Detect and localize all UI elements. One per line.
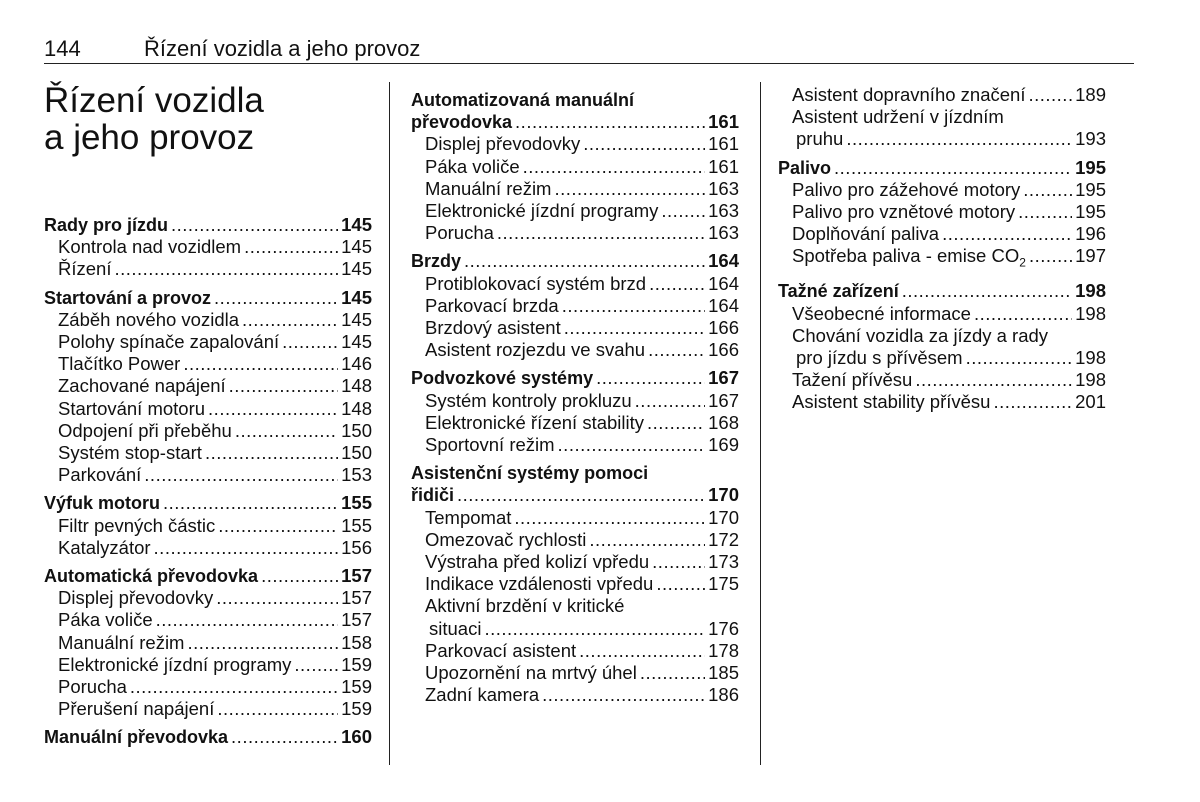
entry-title: Záběh nového vozidla — [58, 308, 240, 330]
entry-page: 198 — [1075, 302, 1106, 324]
entry-page: 175 — [708, 573, 739, 595]
entry-page: 153 — [341, 464, 372, 486]
dot-leader — [484, 618, 705, 640]
entry-page: 163 — [708, 200, 739, 222]
entry-page: 164 — [708, 294, 739, 316]
entry-page: 197 — [1075, 245, 1106, 267]
entry-title-text: Spotřeba paliva - emise CO — [792, 245, 1020, 267]
toc-entry[interactable] — [411, 684, 739, 706]
toc-entry[interactable] — [411, 295, 739, 317]
entry-page: 169 — [708, 434, 739, 456]
entry-page: 186 — [708, 684, 739, 706]
dot-leader — [656, 573, 705, 595]
entry-title: Systém kontroly prokluzu — [425, 389, 632, 411]
entry-title: Filtr pevných částic — [58, 514, 216, 536]
dot-leader — [261, 565, 338, 587]
entry-page: 168 — [708, 411, 739, 433]
toc-column-2 — [411, 89, 739, 706]
dot-leader — [218, 515, 338, 537]
toc-entry[interactable] — [44, 676, 372, 698]
entry-title: Asistent rozjezdu ve svahu — [425, 339, 646, 361]
header-divider — [44, 63, 1134, 64]
toc-entry[interactable] — [44, 375, 372, 397]
entry-page: 157 — [341, 587, 372, 609]
toc-entry[interactable] — [44, 309, 372, 331]
entry-page: 148 — [341, 397, 372, 419]
toc-entry[interactable] — [411, 573, 739, 595]
entry-title: Brzdy — [411, 251, 462, 272]
dot-leader — [1023, 179, 1072, 201]
entry-page: 195 — [1075, 201, 1106, 223]
dot-leader — [974, 303, 1072, 325]
entry-title: situaci — [429, 617, 482, 639]
running-title: Řízení vozidla a jeho provoz — [144, 36, 421, 61]
entry-page: 145 — [341, 286, 372, 308]
dot-leader — [542, 684, 705, 706]
entry-page: 167 — [708, 367, 739, 389]
toc-section-entry[interactable] — [44, 565, 372, 587]
dot-leader — [579, 640, 705, 662]
entry-title: Displej převodovky — [425, 133, 581, 155]
dot-leader — [244, 236, 338, 258]
entry-page: 170 — [708, 506, 739, 528]
entry-page: 160 — [341, 726, 372, 748]
entry-page: 195 — [1075, 156, 1106, 178]
chapter-title — [44, 82, 374, 156]
toc-section-title-line[interactable]: Automatizovaná manuální — [411, 90, 635, 110]
entry-page: 166 — [708, 317, 739, 339]
toc-entry[interactable] — [778, 179, 1106, 201]
toc-entry[interactable] — [778, 128, 1106, 150]
entry-title: Startování motoru — [58, 397, 206, 419]
entry-title: Asistent dopravního značení — [792, 84, 1026, 105]
dot-leader — [562, 295, 705, 317]
entry-page: 198 — [1075, 346, 1106, 368]
entry-title: Přerušení napájení — [58, 698, 215, 720]
toc-section-entry[interactable] — [411, 367, 739, 389]
dot-leader — [187, 632, 338, 654]
entry-title: Elektronické jízdní programy — [425, 200, 659, 222]
entry-page: 145 — [341, 308, 372, 330]
toc-section-entry[interactable] — [778, 157, 1106, 179]
entry-page: 148 — [341, 375, 372, 397]
dot-leader — [1028, 84, 1072, 106]
entry-page: 159 — [341, 698, 372, 720]
toc-entry[interactable] — [44, 654, 372, 676]
entry-title: Polohy spínače zapalování — [58, 331, 280, 353]
toc-entry[interactable] — [411, 156, 739, 178]
entry-title: Tempomat — [425, 506, 512, 528]
dot-leader — [846, 128, 1072, 150]
entry-title: Palivo — [778, 157, 832, 178]
entry-title: pruhu — [796, 128, 844, 150]
toc-entry[interactable] — [778, 347, 1106, 369]
dot-leader — [231, 726, 338, 748]
dot-leader — [1029, 245, 1072, 267]
entry-page: 159 — [341, 653, 372, 675]
page-number: 144 — [44, 36, 81, 61]
toc-entry[interactable] — [411, 618, 739, 640]
entry-title: Protiblokovací systém brzd — [425, 272, 647, 294]
entry-title: Asistent stability přívěsu — [792, 391, 991, 413]
entry-page: 195 — [1075, 178, 1106, 200]
dot-leader — [648, 339, 705, 361]
entry-page: 163 — [708, 222, 739, 244]
dot-leader — [652, 551, 705, 573]
dot-leader — [647, 412, 705, 434]
entry-page: 145 — [341, 214, 372, 235]
dot-leader — [235, 420, 338, 442]
dot-leader — [130, 676, 338, 698]
entry-page: 196 — [1075, 223, 1106, 245]
entry-page: 161 — [708, 111, 739, 133]
entry-page: 170 — [708, 484, 739, 506]
entry-title — [792, 245, 1026, 274]
toc-column-1 — [44, 214, 372, 749]
toc-entry[interactable] — [411, 640, 739, 662]
entry-title: Tlačítko Power — [58, 353, 181, 375]
entry-page: 164 — [708, 272, 739, 294]
dot-leader — [514, 507, 705, 529]
dot-leader — [640, 662, 705, 684]
dot-leader — [294, 654, 338, 676]
entry-title: Odpojení při přeběhu — [58, 419, 232, 441]
entry-title: Manuální režim — [58, 631, 185, 653]
entry-title: pro jízdu s přívěsem — [796, 346, 963, 368]
entry-page: 176 — [708, 617, 739, 639]
toc-entry[interactable] — [411, 551, 739, 573]
toc-entry[interactable] — [778, 223, 1106, 245]
entry-page: 163 — [708, 177, 739, 199]
toc-entry[interactable] — [778, 84, 1106, 106]
dot-leader — [217, 698, 338, 720]
toc-entry[interactable] — [411, 273, 739, 295]
toc-entry[interactable] — [44, 537, 372, 559]
dot-leader — [464, 250, 705, 272]
toc-entry[interactable] — [44, 420, 372, 442]
entry-page: 172 — [708, 528, 739, 550]
entry-title: Rady pro jízdu — [44, 215, 169, 235]
entry-title: Omezovač rychlosti — [425, 528, 587, 550]
entry-title: Palivo pro zážehové motory — [792, 178, 1021, 200]
entry-page: 161 — [708, 155, 739, 177]
toc-section-entry[interactable] — [411, 250, 739, 272]
toc-entry[interactable] — [44, 236, 372, 258]
dot-leader — [171, 214, 338, 236]
toc-entry[interactable] — [411, 200, 739, 222]
entry-page: 145 — [341, 331, 372, 353]
dot-leader — [1018, 201, 1072, 223]
entry-title: Porucha — [58, 676, 127, 698]
toc-entry[interactable] — [778, 303, 1106, 325]
entry-title: Porucha — [425, 222, 494, 244]
entry-page: 145 — [341, 236, 372, 258]
toc-entry[interactable] — [411, 507, 739, 529]
dot-leader — [966, 347, 1073, 369]
dot-leader — [902, 280, 1072, 302]
entry-title: Elektronické řízení stability — [425, 411, 645, 433]
entry-page: 201 — [1075, 391, 1106, 413]
entry-page: 157 — [341, 565, 372, 587]
toc-section-entry[interactable] — [44, 214, 372, 236]
entry-title: Tažení přívěsu — [792, 369, 913, 391]
dot-leader — [144, 464, 338, 486]
entry-title: Zadní kamera — [425, 684, 540, 706]
toc-entry[interactable] — [44, 464, 372, 486]
dot-leader — [942, 223, 1072, 245]
entry-page: 164 — [708, 250, 739, 272]
dot-leader — [635, 390, 705, 412]
entry-title-subscript: 2 — [1019, 256, 1026, 271]
toc-entry[interactable] — [411, 529, 739, 551]
toc-entry-title-line[interactable]: Asistent udržení v jízdním — [792, 106, 1004, 128]
entry-page: 198 — [1075, 369, 1106, 391]
entry-page: 159 — [341, 676, 372, 698]
toc-entry[interactable] — [44, 398, 372, 420]
toc-entry[interactable] — [411, 390, 739, 412]
toc-entry[interactable] — [411, 317, 739, 339]
entry-title: Doplňování paliva — [792, 223, 940, 245]
toc-entry[interactable] — [411, 178, 739, 200]
toc-entry[interactable] — [411, 339, 739, 361]
dot-leader — [583, 133, 705, 155]
entry-title: Palivo pro vznětové motory — [792, 201, 1016, 223]
entry-title: Parkování — [58, 464, 142, 486]
toc-entry[interactable] — [44, 353, 372, 375]
dot-leader — [216, 587, 338, 609]
entry-title: Výfuk motoru — [44, 493, 161, 514]
dot-leader — [208, 398, 338, 420]
entry-page: 173 — [708, 551, 739, 573]
entry-page: 150 — [341, 442, 372, 464]
toc-entry[interactable] — [44, 632, 372, 654]
toc-entry[interactable] — [44, 442, 372, 464]
toc-entry[interactable] — [411, 412, 739, 434]
toc-entry[interactable] — [411, 222, 739, 244]
toc-entry[interactable] — [411, 434, 739, 456]
toc-entry[interactable] — [411, 662, 739, 684]
dot-leader — [154, 537, 339, 559]
entry-page: 178 — [708, 639, 739, 661]
entry-title: Brzdový asistent — [425, 317, 561, 339]
column-divider — [760, 82, 761, 765]
dot-leader — [834, 157, 1072, 179]
entry-page: 150 — [341, 419, 372, 441]
entry-page: 146 — [341, 353, 372, 375]
dot-leader — [589, 529, 705, 551]
entry-title: Elektronické jízdní programy — [58, 653, 292, 675]
entry-title: Manuální převodovka — [44, 727, 229, 748]
toc-entry[interactable] — [778, 369, 1106, 391]
toc-entry[interactable] — [411, 133, 739, 155]
entry-title: Kontrola nad vozidlem — [58, 236, 242, 258]
dot-leader — [214, 287, 338, 309]
entry-title: řidiči — [411, 485, 455, 506]
entry-title: Páka voliče — [425, 155, 520, 177]
dot-leader — [156, 609, 339, 631]
entry-title: Parkovací brzda — [425, 294, 559, 316]
toc-section-entry[interactable] — [44, 726, 372, 748]
entry-title: Manuální režim — [425, 177, 552, 199]
toc-entry-title-line[interactable]: Chování vozidla za jízdy a rady — [792, 324, 1049, 346]
entry-page: 189 — [1075, 84, 1106, 105]
dot-leader — [554, 178, 705, 200]
dot-leader — [282, 331, 338, 353]
toc-entry[interactable] — [44, 587, 372, 609]
entry-page: 193 — [1075, 128, 1106, 150]
toc-entry[interactable] — [44, 698, 372, 720]
entry-title: Zachované napájení — [58, 375, 226, 397]
dot-leader — [558, 434, 706, 456]
entry-page: 198 — [1075, 280, 1106, 302]
toc-entry-title-line[interactable]: Aktivní brzdění v kritické — [425, 595, 625, 617]
toc-section-entry[interactable] — [778, 280, 1106, 302]
entry-title: Páka voliče — [58, 609, 153, 631]
page-header — [44, 34, 1134, 64]
dot-leader — [242, 309, 338, 331]
entry-title: převodovka — [411, 112, 513, 133]
entry-title: Indikace vzdálenosti vpředu — [425, 573, 654, 595]
dot-leader — [596, 367, 705, 389]
entry-page: 155 — [341, 492, 372, 514]
toc-entry[interactable] — [778, 245, 1106, 274]
entry-title: Všeobecné informace — [792, 302, 971, 324]
entry-title: Podvozkové systémy — [411, 368, 594, 389]
dot-leader — [523, 156, 706, 178]
chapter-title-line: a jeho provoz — [44, 118, 255, 157]
toc-section-entry[interactable] — [411, 111, 739, 133]
dot-leader — [497, 222, 705, 244]
toc-section-title-line[interactable]: Asistenční systémy pomoci — [411, 463, 649, 484]
dot-leader — [183, 353, 338, 375]
dot-leader — [163, 492, 338, 514]
toc-section-entry[interactable] — [44, 492, 372, 514]
dot-leader — [661, 200, 705, 222]
toc-entry[interactable] — [44, 258, 372, 280]
toc-entry[interactable] — [44, 609, 372, 631]
dot-leader — [993, 391, 1072, 413]
entry-title: Displej převodovky — [58, 587, 214, 609]
dot-leader — [229, 375, 338, 397]
dot-leader — [457, 484, 705, 506]
toc-section-entry[interactable] — [44, 287, 372, 309]
dot-leader — [515, 111, 705, 133]
entry-page: 166 — [708, 339, 739, 361]
toc-entry[interactable] — [778, 201, 1106, 223]
entry-title: Tažné zařízení — [778, 281, 899, 302]
toc-entry[interactable] — [44, 515, 372, 537]
toc-section-entry[interactable] — [411, 484, 739, 506]
entry-page: 145 — [341, 258, 372, 280]
entry-page: 185 — [708, 662, 739, 684]
entry-title: Parkovací asistent — [425, 639, 577, 661]
dot-leader — [915, 369, 1072, 391]
entry-page: 155 — [341, 514, 372, 536]
toc-entry[interactable] — [44, 331, 372, 353]
entry-title: Automatická převodovka — [44, 566, 259, 587]
entry-page: 167 — [708, 389, 739, 411]
entry-title: Katalyzátor — [58, 536, 151, 558]
entry-page: 157 — [341, 609, 372, 631]
entry-title: Sportovní režim — [425, 434, 555, 456]
entry-title: Systém stop-start — [58, 442, 202, 464]
toc-entry[interactable] — [778, 391, 1106, 413]
dot-leader — [649, 273, 705, 295]
toc-column-3 — [778, 84, 1106, 414]
entry-title: Výstraha před kolizí vpředu — [425, 551, 650, 573]
column-divider — [389, 82, 390, 765]
entry-page: 161 — [708, 133, 739, 155]
dot-leader — [114, 258, 338, 280]
dot-leader — [564, 317, 705, 339]
entry-title: Řízení — [58, 258, 112, 280]
entry-page: 156 — [341, 536, 372, 558]
entry-title: Upozornění na mrtvý úhel — [425, 662, 637, 684]
chapter-title-line: Řízení vozidla — [44, 81, 264, 120]
entry-title: Startování a provoz — [44, 287, 212, 308]
dot-leader — [205, 442, 338, 464]
entry-page: 158 — [341, 631, 372, 653]
